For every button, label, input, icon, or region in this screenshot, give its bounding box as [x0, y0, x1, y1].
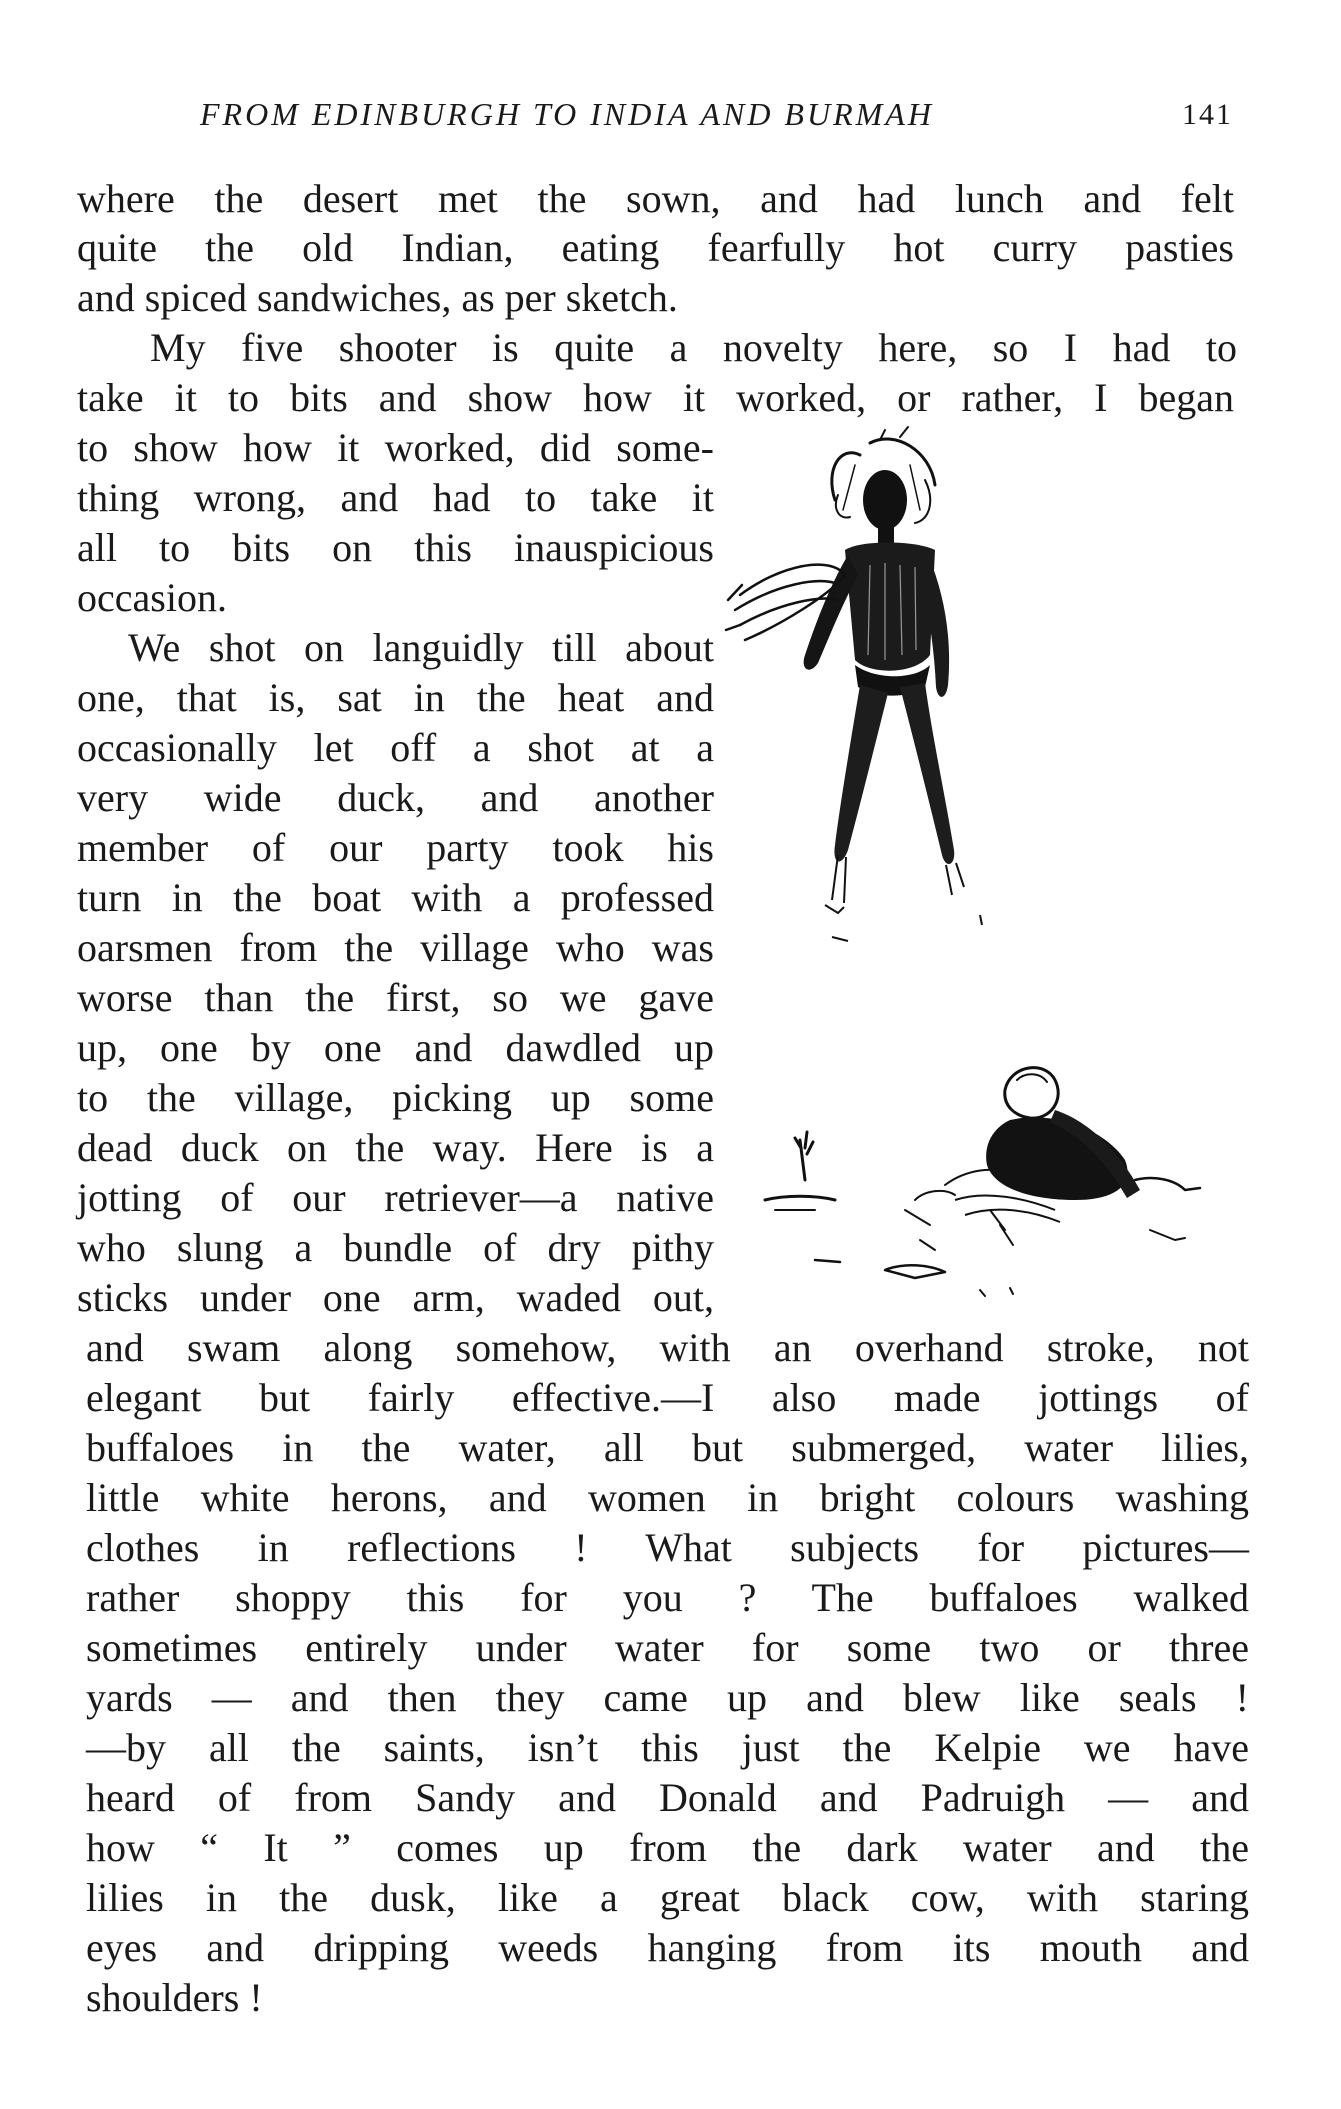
swimming-native-sketch [755, 1050, 1235, 1330]
text-line: clothes in reflections ! What subjects for pictures— [86, 1525, 1249, 1570]
text-line: shoulders ! [86, 1975, 263, 2020]
text-line: My five shooter is quite a novelty here, so I had to [150, 325, 1237, 370]
text-line: quite the old Indian, eating fearfully hot curry pasties [77, 225, 1234, 270]
native-retriever-sketch [720, 425, 1060, 1045]
text-line: We shot on languidly till about [128, 625, 714, 670]
text-line: take it to bits and show how it worked, or rather, I began [77, 375, 1234, 420]
text-line: rather shoppy this for you ? The buffaloes walked [86, 1575, 1249, 1620]
text-line: buffaloes in the water, all but submerged, water lilies, [86, 1425, 1249, 1470]
text-line: member of our party took his [77, 825, 714, 870]
text-line: elegant but fairly effective.—I also made jottings of [86, 1375, 1249, 1420]
page-number: 141 [1182, 98, 1233, 131]
text-line: one, that is, sat in the heat and [77, 675, 714, 720]
text-line: and spiced sandwiches, as per sketch. [77, 275, 678, 320]
text-line: how “ It ” comes up from the dark water and the [86, 1825, 1249, 1870]
text-line: who slung a bundle of dry pithy [77, 1225, 714, 1270]
text-line: yards — and then they came up and blew like seals ! [86, 1675, 1249, 1720]
text-line: little white herons, and women in bright colours washing [86, 1475, 1249, 1520]
running-head [0, 96, 1341, 136]
text-line: eyes and dripping weeds hanging from its mouth and [86, 1925, 1249, 1970]
text-line: worse than the first, so we gave [77, 975, 714, 1020]
text-line: where the desert met the sown, and had lunch and felt [77, 176, 1234, 221]
text-line: lilies in the dusk, like a great black cow, with staring [86, 1875, 1249, 1920]
text-line: sometimes entirely under water for some two or three [86, 1625, 1249, 1670]
text-line: to show how it worked, did some- [77, 425, 714, 470]
text-line: all to bits on this inauspicious [77, 525, 714, 570]
text-line: thing wrong, and had to take it [77, 475, 714, 520]
text-line: dead duck on the way. Here is a [77, 1125, 714, 1170]
text-line: oarsmen from the village who was [77, 925, 714, 970]
text-line: to the village, picking up some [77, 1075, 714, 1120]
text-line: and swam along somehow, with an overhand stroke, not [86, 1325, 1249, 1370]
text-line: jotting of our retriever—a native [77, 1175, 714, 1220]
text-line: heard of from Sandy and Donald and Padruigh — and [86, 1775, 1249, 1820]
text-line: up, one by one and dawdled up [77, 1025, 714, 1070]
text-line: occasion. [77, 575, 227, 620]
text-line: very wide duck, and another [77, 775, 714, 820]
text-line: occasionally let off a shot at a [77, 725, 714, 770]
running-title: FROM EDINBURGH TO INDIA AND BURMAH [200, 96, 934, 132]
text-line: turn in the boat with a professed [77, 875, 714, 920]
text-line: —by all the saints, isn’t this just the Kelpie we have [86, 1725, 1249, 1770]
text-line: sticks under one arm, waded out, [77, 1275, 714, 1320]
